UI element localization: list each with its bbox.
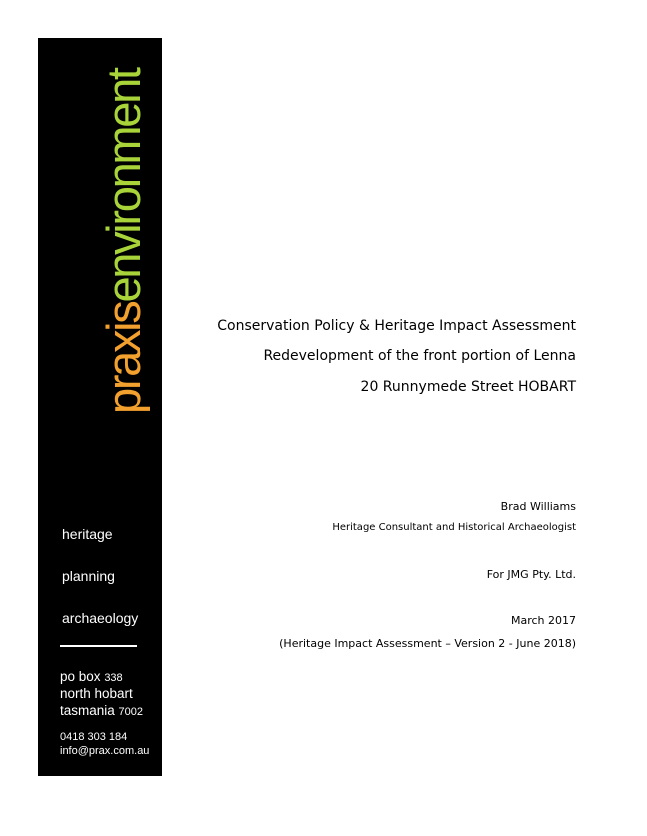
sidebar-divider bbox=[60, 645, 137, 647]
logo-text-environment: environment bbox=[97, 69, 150, 303]
service-heritage: heritage bbox=[62, 526, 113, 542]
report-address: 20 Runnymede Street HOBART bbox=[360, 379, 576, 395]
company-logo bbox=[97, 69, 150, 414]
contact-phone: 0418 303 184 bbox=[60, 731, 128, 743]
address-line-1: po box 338 bbox=[60, 669, 123, 684]
report-subtitle: Redevelopment of the front portion of Lenna bbox=[263, 348, 576, 364]
author-name: Brad Williams bbox=[500, 500, 576, 513]
author-role: Heritage Consultant and Historical Archaeologist bbox=[332, 522, 576, 533]
service-planning: planning bbox=[62, 568, 115, 584]
contact-email: info@prax.com.au bbox=[60, 745, 150, 757]
service-archaeology: archaeology bbox=[62, 610, 139, 626]
address-line-2: north hobart bbox=[60, 686, 133, 701]
report-revision: (Heritage Impact Assessment – Version 2 - June 2018) bbox=[279, 637, 576, 650]
client-name: For JMG Pty. Ltd. bbox=[486, 568, 576, 581]
logo-text-praxis: praxis bbox=[97, 302, 150, 414]
report-title: Conservation Policy & Heritage Impact Assessment bbox=[217, 318, 576, 334]
report-date: March 2017 bbox=[510, 614, 576, 627]
address-line-3: tasmania 7002 bbox=[60, 703, 144, 718]
